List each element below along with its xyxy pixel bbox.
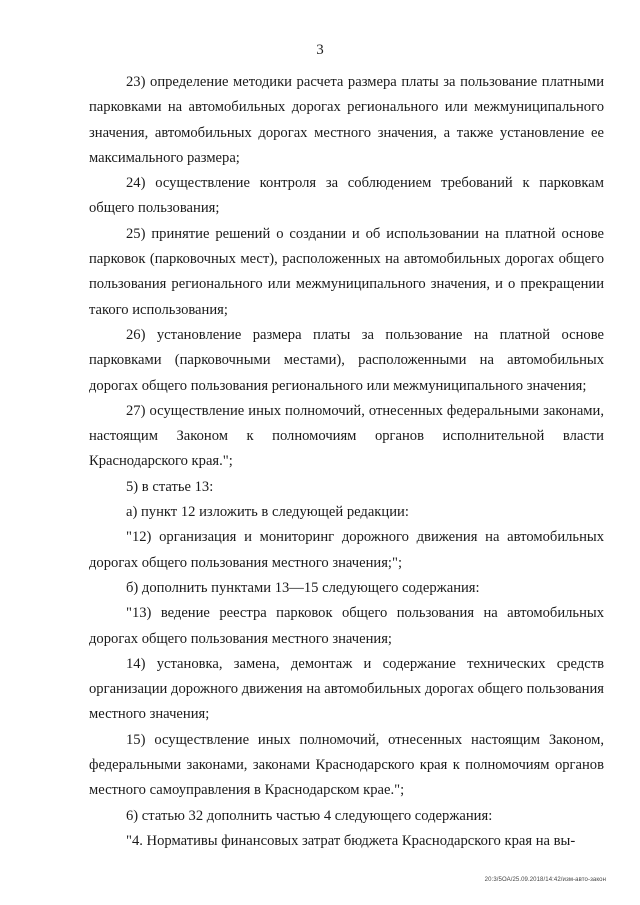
paragraph-point-13: "13) ведение реестра парковок общего пользования на автомобильных дорогах общего пользования местного значения; [89, 605, 604, 647]
paragraph-subitem-a: а) пункт 12 изложить в следующей редакции: [126, 504, 409, 521]
paragraph-point-15: 15) осуществление иных полномочий, отнесенных настоящим Законом, федеральными законами, законами Краснодарского края к полномочиям органов местного самоуправления в Краснодарском крае."; [89, 731, 604, 799]
paragraph-item-23: 23) определение методики расчета размера платы за пользование платными парковками на автомобильных дорогах регионального или межмуниципального значения, автомобильных дорогах местного значения, а также установление ее максимального размера; [89, 74, 604, 166]
paragraph-item-26: 26) установление размера платы за пользование на платной основе парковками (парковочными местами), расположенными на автомобильных дорогах общего пользования регионального или межмуниципального значения; [89, 326, 604, 394]
paragraph-subitem-b: б) дополнить пунктами 13—15 следующего содержания: [126, 579, 480, 596]
paragraph-item-25: 25) принятие решений о создании и об использовании на платной основе парковок (парковочных мест), расположенных на автомобильных дорогах общего пользования регионального или межмуниципального значения, и о прекращении такого использования; [89, 225, 604, 318]
paragraph-article-13-heading: 5) в статье 13: [126, 478, 214, 495]
page-number: 3 [316, 42, 324, 58]
paragraph-point-12: "12) организация и мониторинг дорожного движения на автомобильных дорогах общего пользования местного значения;"; [89, 529, 604, 571]
paragraph-item-24: 24) осуществление контроля за соблюдением требований к парковкам общего пользования; [89, 175, 604, 217]
paragraph-article-32-heading: 6) статью 32 дополнить частью 4 следующего содержания: [126, 807, 493, 824]
paragraph-item-27: 27) осуществление иных полномочий, отнесенных федеральными законами, настоящим Законом к полномочиям органов исполнительной власти Краснодарского края."; [89, 402, 604, 470]
document-body [89, 70, 604, 854]
paragraph-part-4: "4. Нормативы финансовых затрат бюджета Краснодарского края на вы- [126, 832, 576, 849]
document-footer-code: 20:3/5ОА/25.09.2018/14:42/изм-авто-закон [484, 877, 606, 883]
paragraph-point-14: 14) установка, замена, демонтаж и содержание технических средств организации дорожного движения на автомобильных дорогах общего пользования местного значения; [89, 655, 604, 723]
